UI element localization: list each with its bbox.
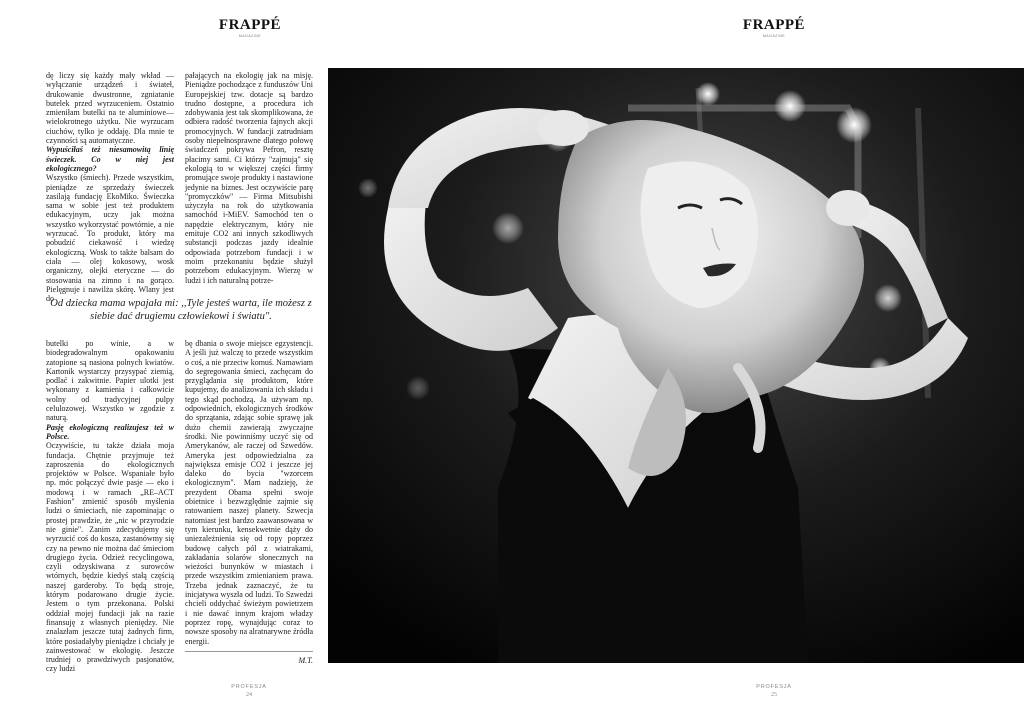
brand-logo: FRAPPÉ (218, 17, 282, 33)
brand-subtitle: MAGAZINE (238, 34, 262, 38)
masthead-left (200, 17, 300, 39)
brand-subtitle: MAGAZINE (762, 34, 786, 38)
paragraph: butelki po winie, a w biodegradowalnym opakowaniu zatopione są nasiona polnych kwiatów. Kartonik wystarczy przysypać ziemią, podlać i zakwitnie. Papier ulotki jest wykonany z kamienia i całkowicie wolny od tradycyjnej pulpy celulozowej. Wszystko w zgodzie z naturą. (46, 339, 174, 423)
folio-right (744, 683, 804, 699)
page-number: 25 (771, 692, 777, 698)
portrait-illustration (328, 68, 1024, 663)
masthead-right (724, 17, 824, 39)
interview-question: Pasję ekologiczną realizujesz też w Polsce. (46, 422, 174, 441)
interview-question: Wypuściłaś też niesamowitą linię świeczek. Co w niej jest ekologicznego? (46, 145, 174, 173)
page-number: 24 (246, 692, 252, 698)
article-column-4 (185, 339, 313, 651)
paragraph: bę dbania o swoje miejsce egzystencji. A jeśli już walczę to przede wszystkim o coś, a nie przeciw komuś. Namawiam do segregowania śmieci, zachęcam do przyglądania się produktom, które kupujemy, do analizowania ich składu i tego skąd pochodzą. Ja używam np. odpowiednich, ekologicznych środków do sprzątania, zdając sobie sprawę jak dużo chemii zawierają zwyczajne środki. Nie powinniśmy uczyć się od Amerykanów, ale raczej od Szwedów. Ameryka jest odpowiedzialna za największa emisje CO2 i jeszcze jej daleko do bycia "wzorcem ekologicznym". Mam nadzieję, że prezydent Obama spełni swoje obietnice i bezwzględnie zajmie się ratowaniem naszej planety. Szwecja natomiast jest bardzo zaawansowana w tym kierunku, kensekwetnie dąży do uniezależnienia się od ropy poprzez budowę całych pól z wiatrakami, zakładania solarów słonecznych na wieżości bunynków w miastach i przede wszystkim zmienianiem prawa. Trzeba jednak zaznaczyć, że tu inicjatywa wyszła od ludzi. To Szwedzi chcieli oddychać świeżym powietrzem i nie dawać innym krajom władzy poprzez ropę, wynajdując coraz to nowsze sposoby na alratnarywne źródła energii. (185, 339, 313, 646)
folio-left (219, 683, 279, 699)
paragraph: Wszystko (śmiech). Przede wszystkim, pieniądze ze sprzedaży świeczek zasilają fundację EkoMiko. Świeczka sama w sobie jest też produktem edukacyjnym, uczy jak można wszystko wykorzystać powtórnie, a nie wyrzucać. To produkt, który ma pobudzić ciekawość i wiedzę ekologiczną. Wosk to także balsam do ciała — olej kokosowy, wosk organiczny, olejki eteryczne — do stosowania na zimno i na gorąco. Pielęgnuje i nawilża skórę. Wlany jest do (46, 173, 174, 304)
article-column-3 (46, 339, 174, 674)
author-signature: M.T. (298, 656, 313, 665)
portrait-photo (328, 68, 1024, 663)
pull-quote: Od dziecka mama wpajała mi: ,,Tyle jesteś warta, ile możesz z siebie dać drugiemu człowiekowi i światu". (50, 298, 312, 322)
paragraph: dę liczy się każdy mały wkład — wyłączanie urządzeń i świateł, drukowanie dwustronne, zgniatanie butelek przed wyrzuceniem. Ostatnio zmieniłam butelki na te aluminiowe— wielokrotnego użytku. Nie wyrzucam ciuchów, tylko je oddaję. Dla mnie te czynności są automatyczne. (46, 71, 174, 146)
section-label: PROFESJA (756, 684, 792, 690)
article-column-2 (185, 71, 313, 290)
signature-divider (185, 651, 313, 652)
paragraph: pałających na ekologię jak na misję. Pieniądze pochodzące z funduszów Uni Europejskiej tzw. dotacje są bardzo trudno dostępne, a procedura ich zdobywania jest tak skomplikowana, że odbiera radość tworzenia fajnych akcji promocyjnych. W fundacji zatrudniam osoby niepełnosprawne dlatego połowę świadczeń pokrywa Pefron, resztę płacimy sami. Ci którzy "zajmują" się ekologią to w większej części firmy promujące swoje produkty i nastawione jedynie na biznes. Jest oczywiście parę "promyczków" — Firma Mitsubishi użyczyła na rok do użytkowania samochód i-MiEV. Samochód ten o napędzie elektrycznym, który nie emituje CO2 ani innych szkodliwych substancji podczas jazdy idealnie odpowiada potrzebom fundacji i w moim przekonaniu będzie służył potrzebom edukacyjnym. Wierzę w ludzi i ich naturalną potrze- (185, 71, 313, 285)
section-label: PROFESJA (231, 684, 267, 690)
article-column-1 (46, 71, 174, 304)
paragraph: Oczywiście, tu także działa moja fundacja. Chętnie przyjmuje też zaproszenia do ekologicznych projektów w Polsce. Wspaniałe było np. móc połączyć dwie pasje — eko i modową i w ramach „RE–ACT Fashion" zmienić sposób myślenia ludzi o śmieciach, nie zapominając o prostej prawdzie, że „nic w przyrodzie nie ginie". Zanim zdecydujemy się wyrzucić coś do kosza, zastanówmy się czy na pewno nie można dać śmieciom drugiego życia. Odzież recyclingowa, czyli odzyskiwana z surowców wtórnych, będzie kiedyś stałą częścią naszej garderoby. To będą stroje, którym podarowano drugie życie. Jestem o tym przekonana. Polski oddział mojej fundacji jak na razie finansuję z własnych pieniędzy. Nie znalazłam jeszcze tutaj żadnych firm, które posiadałyby pieniądze i chciały je zainwestować w ekologię. Jeszcze trudniej o prawdziwych pasjonatów, czy ludzi (46, 441, 174, 674)
brand-logo: FRAPPÉ (742, 17, 806, 33)
